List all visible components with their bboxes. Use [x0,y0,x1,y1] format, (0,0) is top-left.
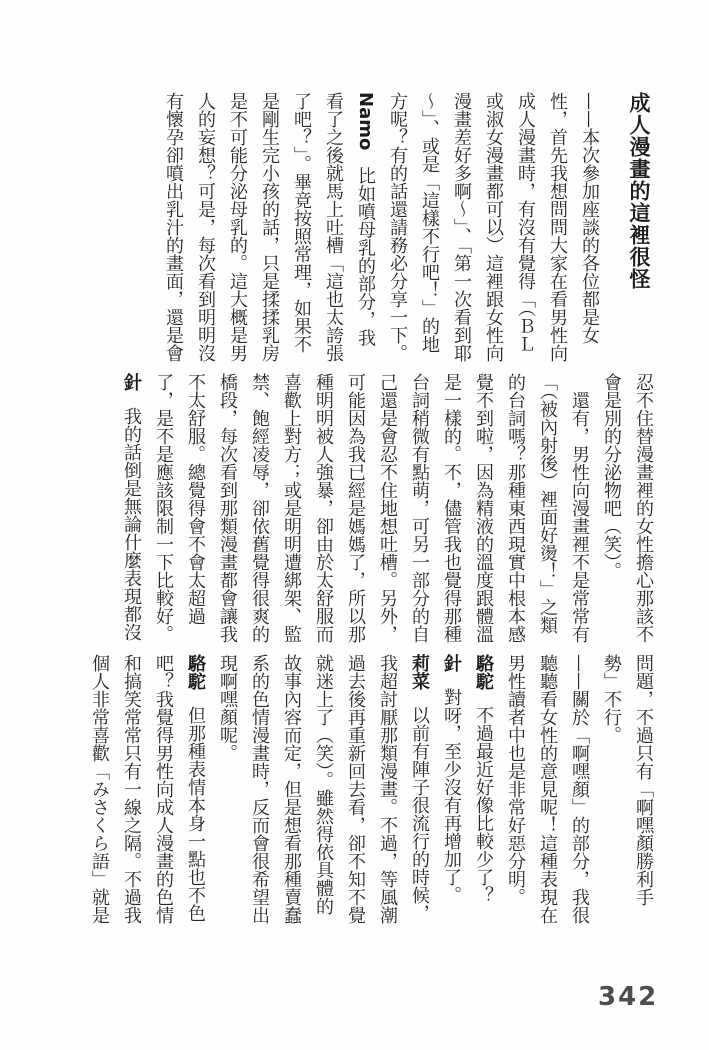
speaker-name: 駱駝 [473,654,494,690]
paragraph-text: 我的話倒是無論什麼表現都沒 [121,407,142,642]
text-band-3 [84,654,659,924]
paragraph [211,654,435,924]
paragraph [435,654,467,924]
paragraph-text: ——本次參加座談的各位都是女性，首先我想問問大家在看男性向成人漫畫時，有沒有覺得「（ＢＬ或淑女漫畫都可以）這裡跟女性向漫畫差好多啊～」、「第一次看到耶～」、或是「這樣不行吧！」的地方呢？有的話還請務必分享一下。 [387,92,600,362]
paragraph [115,373,147,643]
paragraph-text: 以前有陣子很流行的時候，我超討厭那類漫畫。不過，等風潮過去後再重新回去看，卻不知不覺就迷上了（笑）。雖然得依具體的故事內容而定，但是想看那種賣蠢系的色情漫畫時，反而會很希望出現啊嘿顏呢。 [217,654,430,924]
paragraph-text: 忍不住替漫畫裡的女性擔心那該不會是別的分泌物吧（笑）。 [601,373,654,643]
text-band-2 [84,373,659,643]
section-title: 成人漫畫的這裡很怪 [627,92,651,290]
paragraph [381,92,605,362]
page-number: 342 [598,982,659,1012]
paragraph [595,373,659,643]
paragraph [595,654,659,924]
paragraph [147,373,595,643]
page-content [84,92,659,924]
paragraph [157,92,381,362]
paragraph-text: 不過最近好像比較少了？ [473,706,494,905]
speaker-name: Namo [355,92,376,151]
paragraph-text: 還有，男性向漫畫裡不是常常有「（被內射後）裡面好燙！」之類的台詞嗎？那種東西現實中根本感覺不到啦，因為精液的溫度跟體溫是一樣的。不，儘管我也覺得那種台詞稍微有點萌，可另一部分的自己還是會忍不住地想吐槽。另外，可能因為我已經是媽媽了，所以那種明明被人強暴，卻由於太舒服而喜歡上對方；或是明明遭綁架、監禁、飽經凌辱，卻依舊覺得很爽的橋段，每次看到那類漫畫都會讓我不太舒服。總覺得會不會太超過了，是不是應該限制一下比較好。 [153,373,590,643]
paragraph-text: 問題，不過只有「啊嘿顏勝利手勢」不行。 [601,654,654,906]
paragraph-text: 對呀，至少沒有再增加了。 [441,688,462,905]
speaker-name: 針 [121,373,142,391]
paragraph-text: 但那種表情本身一點也不色吧？我覺得男性向成人漫畫的色情和搞笑常常只有一線之隔。不過我個人非常喜歡「みさくら語」就是 [89,654,206,924]
paragraph [499,654,595,924]
paragraph [467,654,499,924]
text-band-1 [84,92,659,362]
speaker-name: 駱駝 [185,654,206,690]
paragraph-text: 比如噴母乳的部分，我看了之後就馬上吐槽「這也太誇張了吧？」。畢竟按照常理，如果不是剛生完小孩的話，只是揉揉乳房是不可能分泌母乳的。這大概是男人的妄想？可是，每次看到明明沒有懷孕卻噴出乳汁的畫面，還是會 [163,92,376,362]
paragraph [84,654,211,924]
speaker-name: 莉菜 [409,654,430,690]
paragraph-text: ——關於「啊嘿顏」的部分，我很聽聽看女性的意見呢！這種表現在男性讀者中也是非常好惡分明。 [505,654,590,924]
speaker-name: 針 [441,654,462,672]
